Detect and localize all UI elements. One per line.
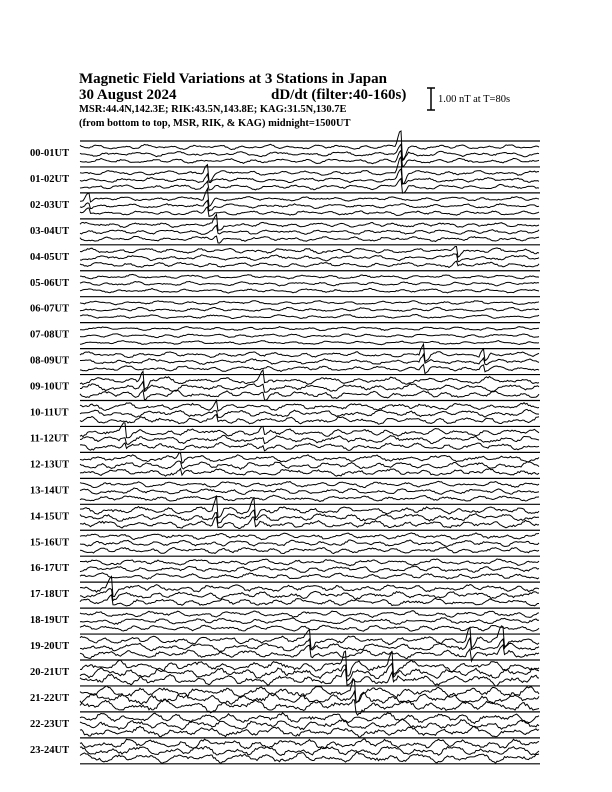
trace-kag bbox=[80, 189, 539, 207]
trace-rik bbox=[80, 618, 539, 625]
hour-row-07-08UT bbox=[30, 323, 540, 345]
hour-row-09-10UT bbox=[30, 370, 540, 401]
hour-row-04-05UT bbox=[30, 245, 540, 268]
trace-kag bbox=[80, 713, 539, 724]
trace-rik bbox=[80, 307, 539, 311]
hour-row-19-20UT bbox=[30, 626, 540, 661]
station-coordinates: MSR:44.4N,142.3E; RIK:43.5N,143.8E; KAG:31.5N,130.7E bbox=[79, 104, 347, 115]
hour-rows bbox=[30, 131, 540, 764]
hour-row-05-06UT bbox=[30, 271, 540, 293]
trace-msr bbox=[80, 469, 539, 477]
trace-msr bbox=[80, 288, 539, 293]
hour-label: 14-15UT bbox=[30, 511, 70, 523]
trace-kag bbox=[80, 739, 539, 749]
trace-kag bbox=[80, 247, 539, 258]
trace-rik bbox=[80, 488, 539, 495]
trace-kag bbox=[80, 481, 539, 487]
trace-rik bbox=[80, 200, 539, 210]
trace-msr bbox=[80, 547, 539, 554]
trace-msr bbox=[80, 415, 539, 425]
hour-label: 20-21UT bbox=[30, 667, 70, 678]
trace-kag bbox=[80, 400, 539, 411]
hour-label: 01-02UT bbox=[30, 173, 70, 185]
hour-label: 10-11UT bbox=[30, 407, 69, 419]
trace-rik bbox=[80, 589, 539, 601]
chart-title: Magnetic Field Variations at 3 Stations in Japan bbox=[79, 71, 387, 87]
trace-kag bbox=[80, 274, 539, 279]
hour-row-13-14UT bbox=[30, 478, 540, 501]
trace-rik bbox=[80, 225, 539, 234]
hour-row-11-12UT bbox=[30, 423, 540, 451]
hour-row-18-19UT bbox=[30, 608, 540, 631]
trace-msr bbox=[80, 726, 539, 737]
hour-row-10-11UT bbox=[30, 400, 540, 424]
hour-row-12-13UT bbox=[30, 452, 540, 476]
hour-label: 05-06UT bbox=[30, 277, 70, 289]
hour-label: 21-22UT bbox=[30, 692, 70, 704]
trace-kag bbox=[80, 214, 539, 230]
trace-msr bbox=[80, 236, 539, 243]
hour-label: 06-07UT bbox=[30, 303, 70, 315]
hour-row-02-03UT bbox=[30, 189, 540, 217]
station-order-note: (from bottom to top, MSR, RIK, & KAG) midnight=1500UT bbox=[79, 118, 351, 129]
hour-label: 03-04UT bbox=[30, 225, 70, 237]
trace-kag bbox=[80, 301, 539, 305]
hour-row-17-18UT bbox=[30, 576, 540, 606]
hour-row-15-16UT bbox=[30, 530, 540, 553]
trace-msr bbox=[80, 443, 539, 451]
trace-rik bbox=[80, 281, 539, 286]
trace-rik bbox=[80, 169, 539, 184]
trace-rik bbox=[80, 461, 539, 469]
hour-label: 08-09UT bbox=[30, 355, 70, 367]
hour-label: 09-10UT bbox=[30, 381, 70, 393]
trace-msr bbox=[80, 495, 539, 501]
hour-row-22-23UT bbox=[30, 712, 540, 737]
hour-label: 00-01UT bbox=[30, 148, 70, 159]
trace-kag bbox=[80, 559, 539, 566]
hour-row-03-04UT bbox=[30, 214, 540, 243]
hour-row-23-24UT bbox=[30, 738, 540, 763]
hour-label: 12-13UT bbox=[30, 459, 70, 471]
trace-msr bbox=[80, 207, 539, 217]
filter-text: dD/dt (filter:40-160s) bbox=[271, 87, 407, 103]
scale-bar bbox=[427, 88, 435, 110]
trace-msr bbox=[80, 573, 539, 579]
hour-row-21-22UT bbox=[30, 680, 540, 715]
hour-label: 22-23UT bbox=[30, 718, 70, 730]
trace-rik bbox=[80, 746, 539, 755]
trace-kag bbox=[80, 131, 539, 160]
hour-label: 04-05UT bbox=[30, 251, 70, 263]
hour-row-08-09UT bbox=[30, 344, 540, 373]
trace-kag bbox=[80, 611, 539, 618]
hour-row-00-01UT bbox=[30, 131, 540, 167]
hour-row-01-02UT bbox=[30, 157, 540, 193]
hour-row-06-07UT bbox=[30, 297, 540, 319]
trace-rik bbox=[80, 566, 539, 572]
hour-row-16-17UT bbox=[30, 556, 540, 579]
trace-rik bbox=[80, 354, 539, 365]
hour-label: 07-08UT bbox=[30, 329, 70, 341]
trace-msr bbox=[80, 645, 539, 661]
trace-msr bbox=[80, 390, 539, 400]
trace-kag bbox=[80, 533, 539, 540]
trace-msr bbox=[80, 595, 539, 606]
trace-rik bbox=[80, 144, 539, 160]
hour-label: 15-16UT bbox=[30, 537, 70, 549]
hour-label: 19-20UT bbox=[30, 641, 70, 653]
trace-msr bbox=[80, 314, 539, 318]
trace-rik bbox=[80, 540, 539, 547]
hour-label: 23-24UT bbox=[30, 744, 70, 756]
scale-label: 1.00 nT at T=80s bbox=[438, 94, 511, 105]
hour-label: 02-03UT bbox=[30, 199, 70, 211]
hour-label: 18-19UT bbox=[30, 615, 70, 627]
hour-label: 17-18UT bbox=[30, 589, 70, 601]
trace-kag bbox=[80, 453, 539, 463]
trace-kag bbox=[80, 327, 539, 331]
trace-kag bbox=[80, 576, 539, 596]
trace-rik bbox=[80, 409, 539, 417]
trace-rik bbox=[80, 334, 539, 338]
trace-kag bbox=[80, 423, 539, 438]
hour-row-14-15UT bbox=[30, 496, 540, 529]
trace-msr bbox=[80, 151, 539, 167]
hour-label: 16-17UT bbox=[30, 563, 70, 575]
trace-msr bbox=[80, 365, 539, 374]
trace-msr bbox=[80, 261, 539, 267]
hour-label: 13-14UT bbox=[30, 485, 70, 497]
trace-rik bbox=[80, 254, 539, 262]
trace-msr bbox=[80, 341, 539, 345]
hour-label: 11-12UT bbox=[30, 433, 69, 445]
date-text: 30 August 2024 bbox=[79, 87, 177, 103]
